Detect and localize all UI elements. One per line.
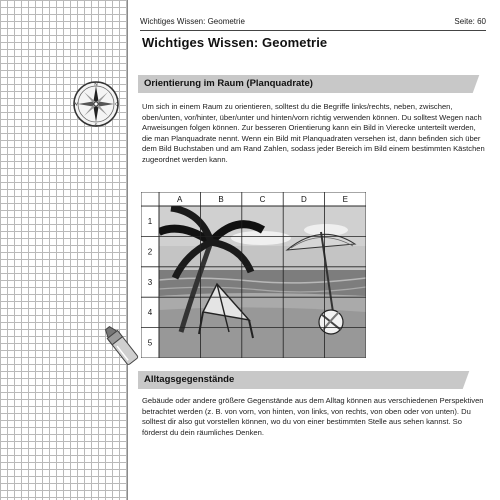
compass-east-letter: O: [115, 101, 119, 107]
beach-grid-picture: [141, 192, 366, 358]
section-heading-orientation: [138, 75, 468, 93]
grid-column-d-label: D: [301, 195, 307, 204]
grid-column-c-label: C: [259, 195, 266, 204]
orientation-paragraph: Um sich in einem Raum zu orientieren, solltest du die Begriffe links/rechts, neben, zwischen, oben/unten, vor/hinter, über/unter und hinten/vorn richtig verwenden können. Du solltest Wegen nach Anweisungen folgen können. Zur besseren Orientierung kann ein Bild in Vierecke unterteilt werden, die man Planquadrate nennt. Wenn ein Bild mit Planquadraten versehen ist, dann befinden sich über dem Bild Buchstaben und am Rand Zahlen, sodass jeder Bereich im Bild einem bestimmten Kästchen zugeordnet werden kann.: [142, 102, 485, 164]
page-title: Wichtiges Wissen: Geometrie: [142, 35, 328, 50]
grid-column-e-label: E: [342, 195, 348, 204]
page-number: Seite: 60: [454, 17, 486, 26]
section-heading-everyday-objects: [138, 371, 458, 389]
page-header: [140, 17, 486, 31]
compass-south-letter: S: [94, 122, 98, 128]
grid-row-1-label: 1: [147, 217, 153, 226]
section-heading-label: Orientierung im Raum (Planquadrate): [144, 78, 313, 89]
grid-row-2-label: 2: [147, 247, 153, 257]
header-book-title: Wichtiges Wissen: Geometrie: [140, 17, 245, 26]
compass-icon: [72, 80, 120, 128]
everyday-objects-paragraph: Gebäude oder andere größere Gegenstände aus dem Alltag können aus verschiedenen Perspektiven betrachtet werden (z. B. von vorn, von hinten, von links, von rechts, von oben oder von unten). Du solltest dir also gut vorstellen können, wo du von einer bestimmten Stelle aus sehen kannst. So förderst du dein räumliches Denken.: [142, 396, 484, 437]
grid-row-5-label: 5: [147, 338, 153, 348]
graph-paper-margin: [0, 0, 128, 500]
grid-row-3-label: 3: [147, 277, 153, 287]
compass-north-letter: N: [94, 81, 98, 87]
compass-west-letter: W: [73, 101, 78, 107]
grid-row-4-label: 4: [147, 308, 153, 318]
grid-column-a-label: A: [177, 195, 183, 204]
highlighter-icon: [100, 322, 140, 368]
grid-column-b-label: B: [218, 195, 224, 204]
section-heading-label: Alltagsgegenstände: [144, 374, 235, 385]
